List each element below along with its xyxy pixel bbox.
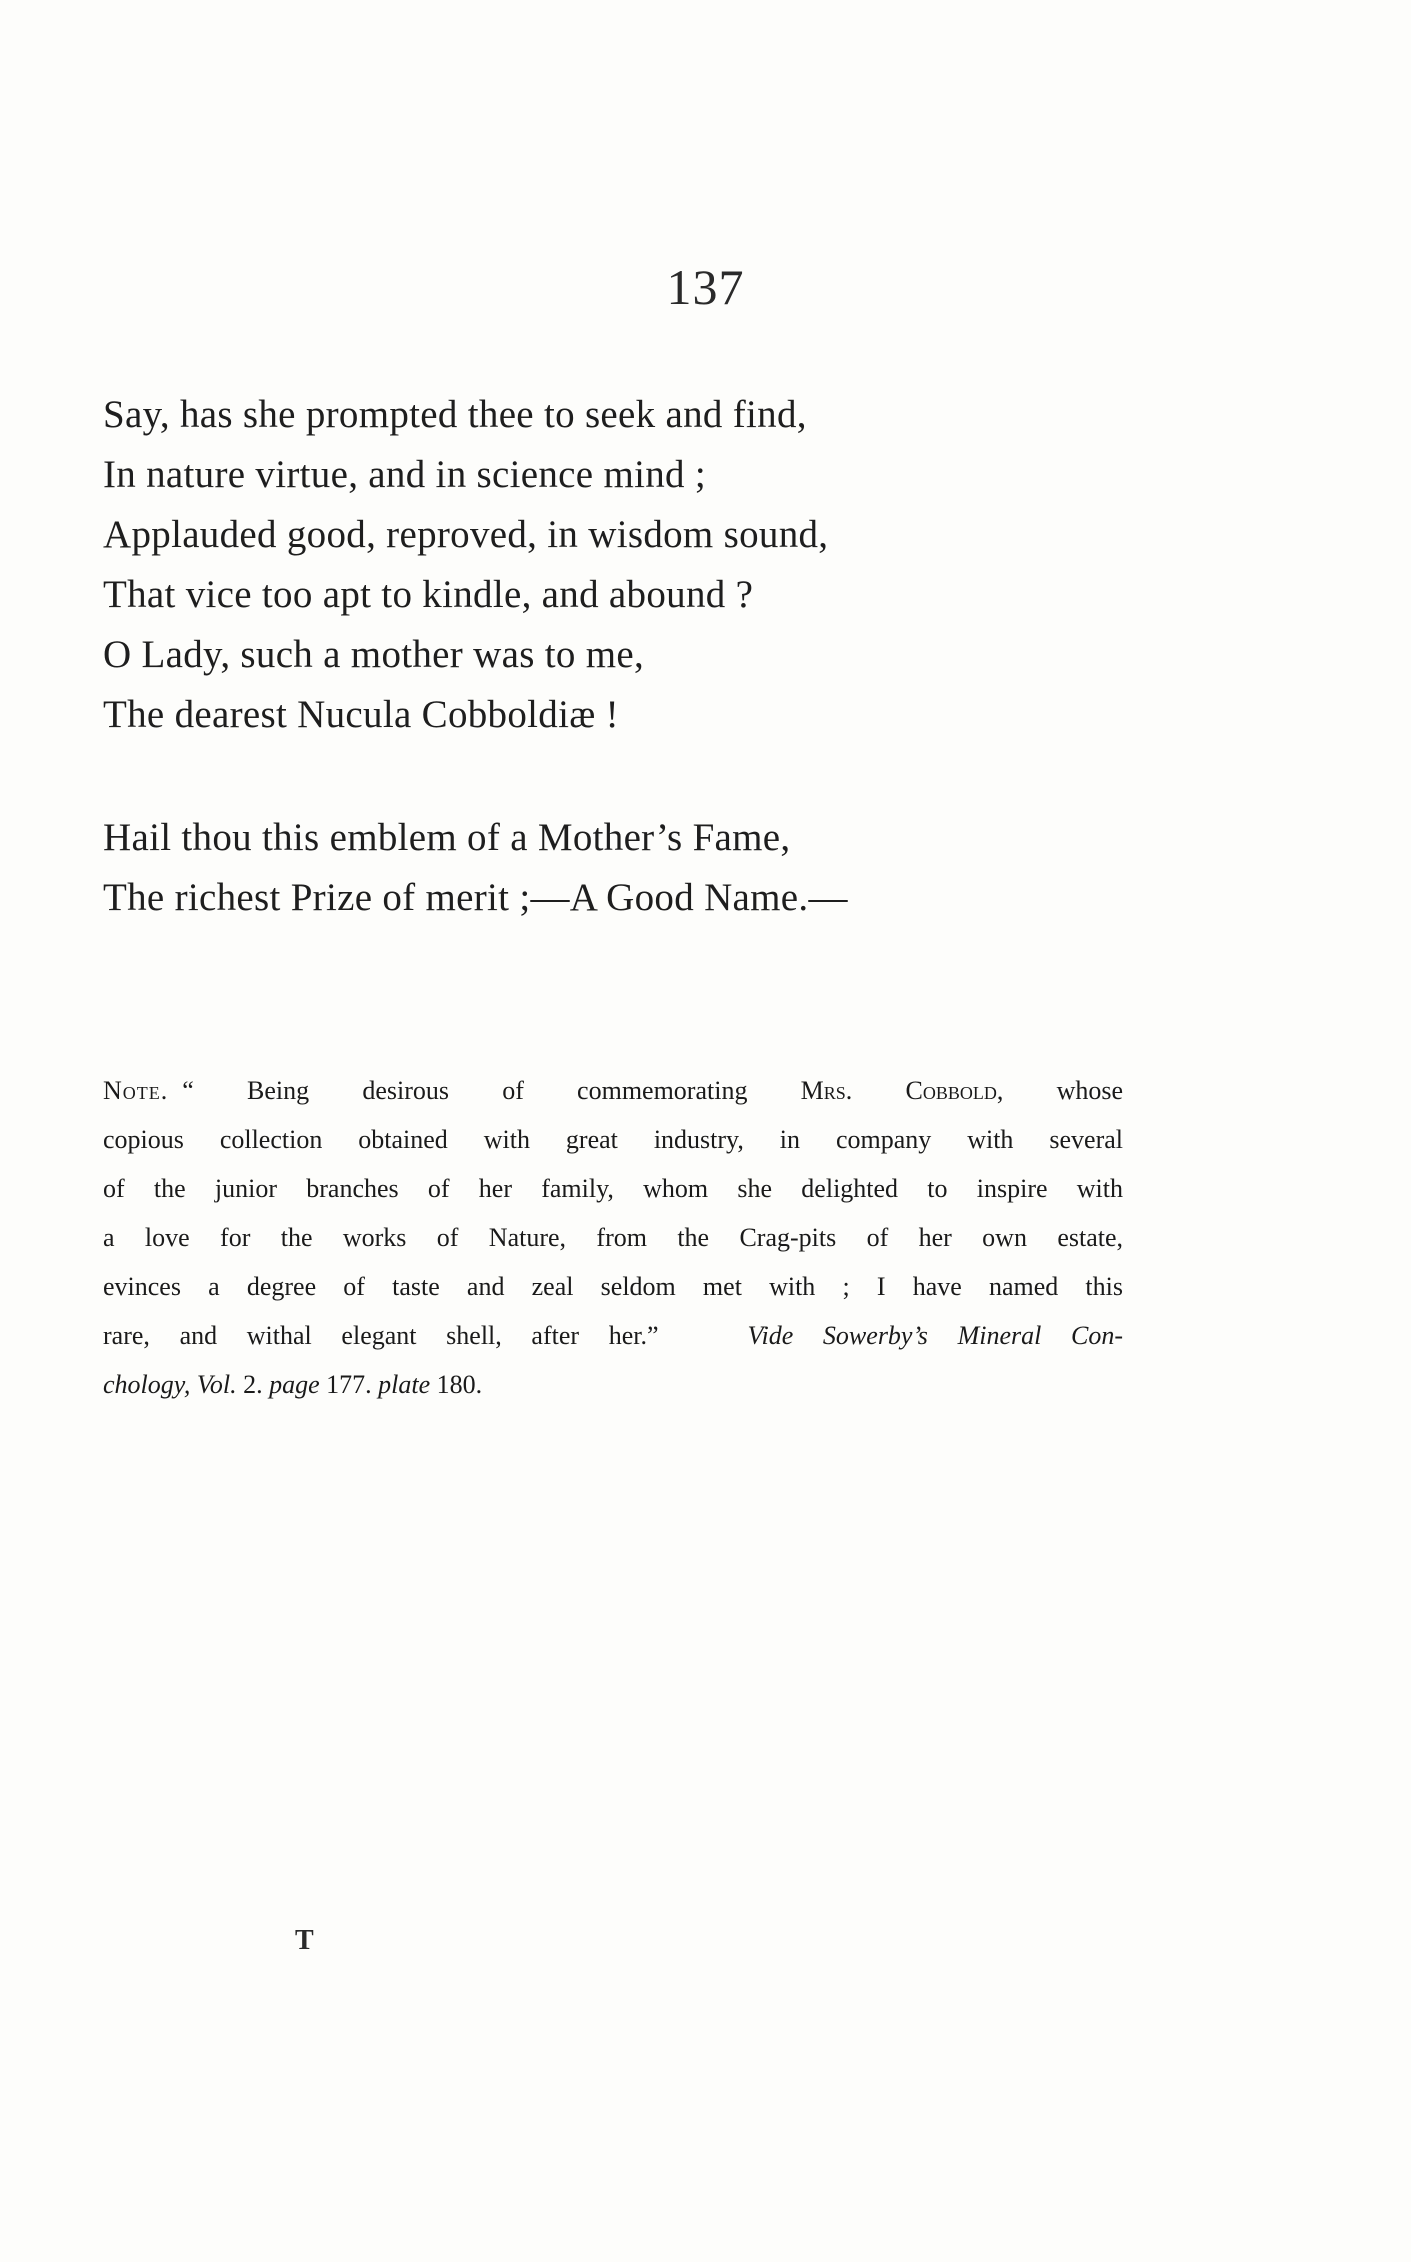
note-plate-number: 180. (430, 1370, 483, 1399)
note-line-4: a love for the works of Nature, from the Crag-pits of her own estate, (103, 1223, 1123, 1252)
note-line-1 (103, 1066, 1123, 1115)
note-plate-label: plate (378, 1370, 431, 1399)
note-reference: chology, Vol. (103, 1370, 237, 1399)
verse-line: O Lady, such a mother was to me, (103, 633, 645, 676)
signature-mark: T (295, 1925, 314, 1956)
verse-line: Applauded good, reproved, in wisdom sound, (103, 513, 829, 556)
verse-line: Say, has she prompted thee to seek and find, (103, 393, 807, 436)
note-line-2: copious collection obtained with great industry, in company with several (103, 1125, 1123, 1154)
note-volume-number: 2. (236, 1370, 270, 1399)
note-line-7 (103, 1360, 1123, 1409)
verse-line: In nature virtue, and in science mind ; (103, 453, 707, 496)
page-number: 137 (666, 259, 745, 315)
footnote (103, 1066, 1123, 1409)
verse-line: That vice too apt to kindle, and abound ? (103, 573, 754, 616)
note-label: Note. (103, 1076, 169, 1105)
note-page-label: page (269, 1370, 320, 1399)
note-line-5: evinces a degree of taste and zeal seldom met with ; I have named this (103, 1272, 1123, 1301)
stanza-2 (103, 808, 1303, 928)
note-person-name: Mrs. Cobbold, (800, 1076, 1004, 1105)
note-page-number: 177. (319, 1370, 379, 1399)
note-text: rare, and withal elegant shell, after her.” (103, 1321, 659, 1350)
note-reference: Vide Sowerby’s Mineral Con- (747, 1321, 1123, 1350)
verse-line: The dearest Nucula Cobboldiæ ! (103, 693, 619, 736)
verse-line: The richest Prize of merit ;—A Good Name.— (103, 876, 848, 919)
verse-line: Hail thou this emblem of a Mother’s Fame, (103, 816, 791, 859)
note-line-3: of the junior branches of her family, whom she delighted to inspire with (103, 1174, 1123, 1203)
stanza-1 (103, 385, 1303, 745)
note-line-6 (103, 1311, 1123, 1360)
note-text: “ Being desirous of commemorating (182, 1076, 801, 1105)
note-text: whose (1003, 1076, 1124, 1105)
